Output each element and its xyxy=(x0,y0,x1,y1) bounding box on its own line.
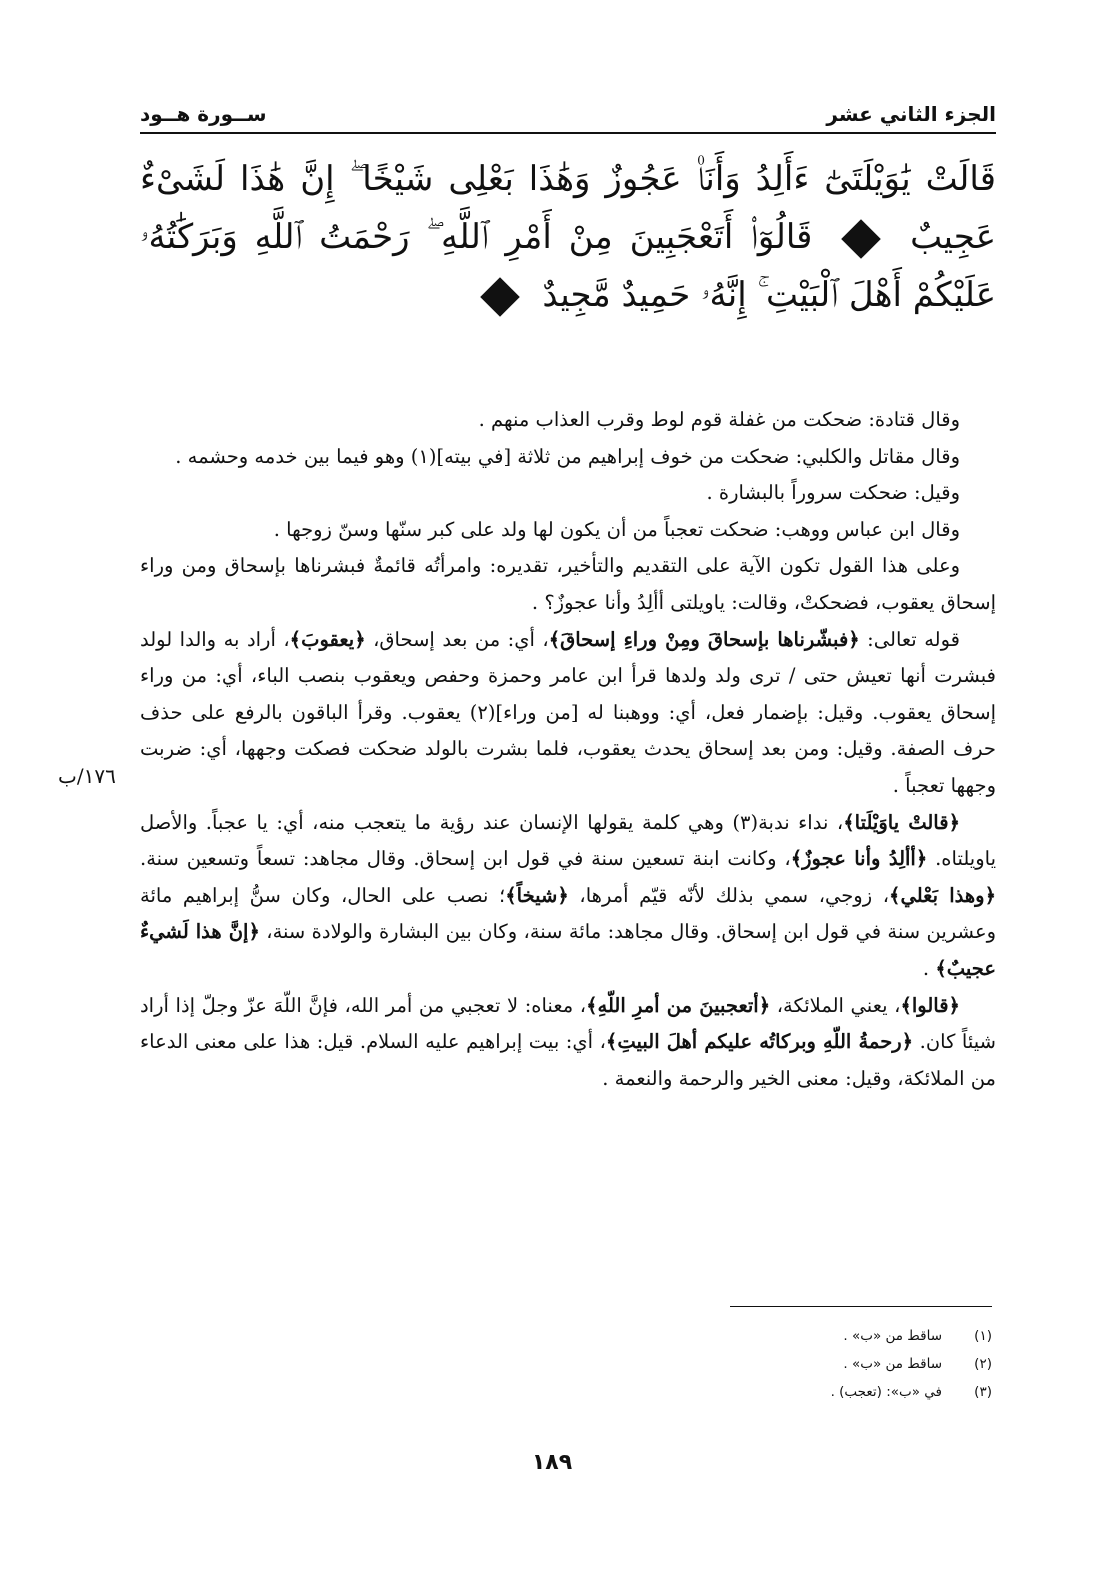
quran-quote: ﴿قالوا﴾ xyxy=(900,993,960,1017)
quran-quote: ﴿إنَّ هذا لَشيءٌ عجيبٌ﴾ xyxy=(140,920,996,980)
footnote-item xyxy=(600,1378,992,1406)
footnote-number: (١) xyxy=(974,1328,992,1344)
text-run: ، أي: بيت إبراهيم عليه السلام. قيل: هذا على معنى الدعاء من الملائكة، وقيل: معنى الخير والرحمة والنعمة . xyxy=(140,1030,996,1090)
footnote-divider xyxy=(730,1306,992,1307)
footnotes xyxy=(600,1322,992,1406)
running-header xyxy=(140,88,996,134)
footnote-item xyxy=(600,1350,992,1378)
surah-title: ســورة هــود xyxy=(140,102,267,126)
text-run: ، وكانت ابنة تسعين سنة في قول ابن إسحاق. وقال مجاهد: تسعاً وتسعين سنة. xyxy=(140,847,791,871)
text-run: . xyxy=(922,956,936,980)
page-number: ١٨٩ xyxy=(531,1450,573,1475)
paragraph: وعلى هذا القول تكون الآية على التقديم والتأخير، تقديره: وامرأتُه قائمةٌ فبشرناها بإسحاق ومن وراء إسحاق يعقوب، فضحكتْ، وقالت: ياويلتى أألِدُ وأنا عجوزٌ؟ . xyxy=(140,554,996,614)
part-title: الجزء الثاني عشر xyxy=(826,102,996,126)
ayah-73-text: قَالُوٓا۟ أَتَعْجَبِينَ مِنْ أَمْرِ ٱللَّهِ ۖ رَحْمَتُ ٱللَّهِ وَبَرَكَٰتُهُۥ عَلَيْكُمْ أَهْلَ ٱلْبَيْتِ ۚ إِنَّهُۥ حَمِيدٌ مَّجِيدٌ xyxy=(140,217,996,315)
ayah-marker-icon xyxy=(476,279,524,323)
quran-quote: ﴿أتعجبينَ من أمرِ اللّهِ﴾ xyxy=(586,993,771,1017)
quran-quote: ﴿فبشّرناها بإسحاقَ ومِنْ وراءِ إسحاقَ﴾ xyxy=(548,627,860,651)
paragraph xyxy=(140,805,996,988)
ayah-marker-icon xyxy=(837,221,886,265)
quran-quote: ﴿رحمةُ اللّهِ وبركاتُه عليكم أهلَ البيتِ﴾ xyxy=(605,1030,914,1054)
quran-quote: ﴿شيخاً﴾ xyxy=(505,883,569,907)
quran-verses xyxy=(140,150,996,324)
footnote-text: في «ب»: (تعجب) . xyxy=(830,1384,942,1400)
paragraph: وقال مقاتل والكلبي: ضحكت من خوف إبراهيم من ثلاثة [في بيته](١) وهو فيما بين خدمه وحشمه . xyxy=(175,444,960,468)
ayah-72-text: قَالَتْ يَٰوَيْلَتَىٰٓ ءَأَلِدُ وَأَنَا۠ عَجُوزٌ وَهَٰذَا بَعْلِى شَيْخًا ۖ إِنَّ هَٰذَا لَشَىْءٌ عَجِيبٌ xyxy=(140,159,997,257)
paragraph: وقال ابن عباس ووهب: ضحكت تعجباً من أن يكون لها ولد على كبر سنّها وسنّ زوجها . xyxy=(273,517,960,541)
text-run: قوله تعالى: xyxy=(859,627,961,651)
quran-quote: ﴿وهذا بَعْلي﴾ xyxy=(889,883,996,907)
paragraph: وقيل: ضحكت سروراً بالبشارة . xyxy=(706,481,960,505)
manuscript-folio-note: ١٧٦/ب xyxy=(58,764,116,788)
footnote-number: (٣) xyxy=(974,1384,992,1400)
text-run: ؛ نصب على الحال، وكان سنُّ إبراهيم مائة وعشرين سنة في قول ابن إسحاق. وقال مجاهد: مائة سنة، وكان بين البشارة والولادة سنة، xyxy=(140,883,996,944)
text-run: ، نداء ندبة(٣) وهي كلمة يقولها الإنسان عند رؤية ما يتعجب منه، أي: يا عجباً. والأصل ياويلتاه. xyxy=(140,810,997,871)
text-run: ، معناه: لا تعجبي من أمر الله، فإنَّ اللّهَ عزّ وجلّ إذا أراد شيئاً كان. xyxy=(140,993,996,1054)
footnote-item xyxy=(600,1322,992,1350)
text-run: ، أي: من بعد إسحاق، xyxy=(365,627,549,651)
text-run: ، زوجي، سمي بذلك لأنّه قيّم أمرها، xyxy=(568,883,890,907)
paragraph: وقال قتادة: ضحكت من غفلة قوم لوط وقرب العذاب منهم . xyxy=(478,408,960,431)
quran-quote: ﴿قالتْ ياوَيْلَتا﴾ xyxy=(843,810,960,834)
quran-quote: ﴿يعقوبَ﴾ xyxy=(289,627,366,651)
text-run: ، أراد به والدا لولد فبشرت أنها تعيش حتى / ترى ولد ولدها قرأ ابن عامر وحمزة وحفص ويعقوب بنصب الباء، أي: من وراء إسحاق يعقوب. وقيل: بإضمار فعل، أي: ووهبنا له [من وراء](٢) يعقوب. وقرأ الباقون بالرفع على حذف حرف الصفة. وقيل: ومن بعد إسحاق يحدث يعقوب، فلما بشرت بالولد ضحكت فصكت وجهها، أي: ضربت وجهها تعجباً . xyxy=(140,627,996,797)
footnote-number: (٢) xyxy=(974,1356,992,1372)
quran-quote: ﴿أألِدُ وأنا عجوزٌ﴾ xyxy=(790,847,928,871)
ayah-72-number: ٧٢ xyxy=(868,249,886,265)
paragraph xyxy=(140,988,996,1098)
ayah-73-number: ٧٣ xyxy=(506,307,524,323)
paragraph xyxy=(140,622,996,805)
commentary-text xyxy=(140,402,996,1097)
footnote-text: ساقط من «ب» . xyxy=(843,1356,942,1372)
text-run: ، يعني الملائكة، xyxy=(770,993,901,1017)
footnote-text: ساقط من «ب» . xyxy=(843,1328,942,1344)
